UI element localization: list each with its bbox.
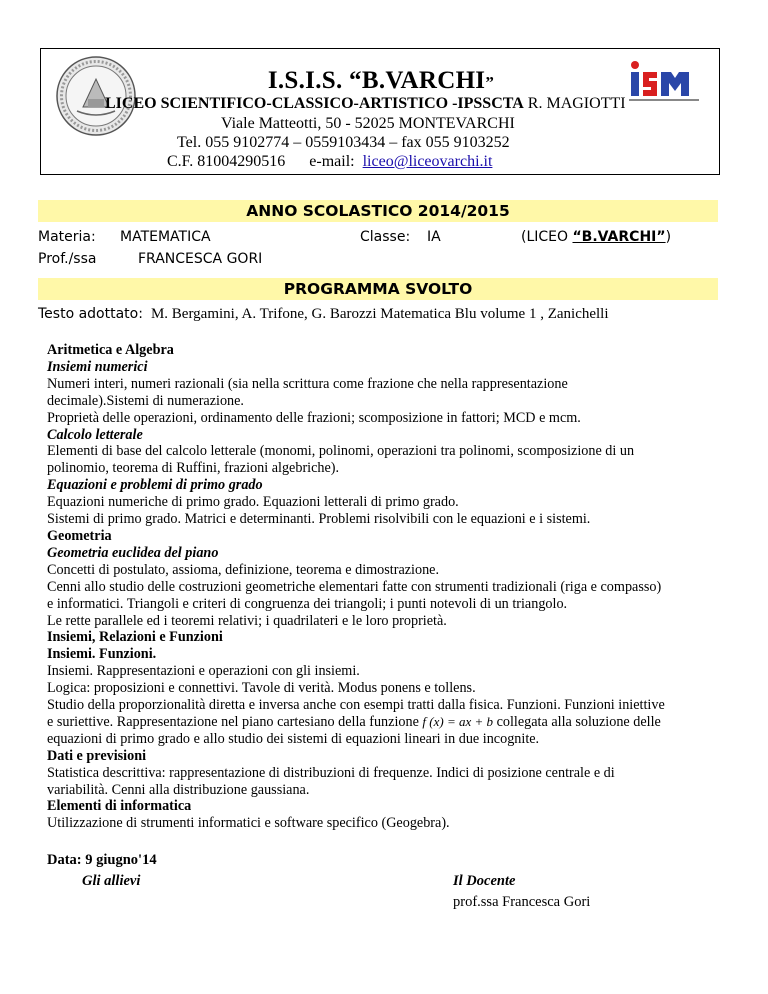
- textbook-label: Testo adottato:: [38, 306, 143, 322]
- program-text-line: decimale).Sistemi di numerazione.: [47, 392, 244, 409]
- materia-label: Materia:: [38, 229, 96, 245]
- program-text-line: polinomio, teorema di Ruffini, frazioni algebriche).: [47, 460, 340, 477]
- materia-value: MATEMATICA: [120, 229, 211, 245]
- students-label: Gli allievi: [82, 873, 141, 889]
- program-heading: Insiemi, Relazioni e Funzioni: [47, 629, 223, 646]
- prof-label: Prof./ssa: [38, 251, 97, 267]
- teacher-label: Il Docente: [453, 873, 516, 889]
- classe-label: Classe:: [360, 229, 411, 245]
- email-link[interactable]: liceo@liceovarchi.it: [362, 153, 493, 170]
- program-text-line: Insiemi. Rappresentazioni e operazioni con gli insiemi.: [47, 663, 360, 680]
- program-text-line: Cenni allo studio delle costruzioni geometriche elementari fatte con strumenti tradizionali (riga e compasso): [47, 578, 662, 595]
- program-text-line: Studio della proporzionalità diretta e inversa anche con esempi tratti dalla fisica. Funzioni. Funzioni iniettive: [47, 697, 665, 714]
- school-year-bar: ANNO SCOLASTICO 2014/2015: [38, 200, 718, 222]
- textbook-value: M. Bergamini, A. Trifone, G. Barozzi Matematica Blu volume 1 , Zanichelli: [150, 306, 609, 322]
- textbook-line: [38, 305, 609, 323]
- teacher-name: prof.ssa Francesca Gori: [453, 894, 591, 910]
- formula: f (x) = ax + b: [422, 713, 494, 729]
- program-bar: PROGRAMMA SVOLTO: [38, 278, 718, 300]
- program-text-line: Statistica descrittiva: rappresentazione di distribuzioni di frequenze. Indici di posizione centrale e di: [47, 764, 615, 781]
- program-text-line: Logica: proposizioni e connettivi. Tavole di verità. Modus ponens e tollens.: [47, 680, 476, 697]
- program-heading: Equazioni e problemi di primo grado: [47, 477, 263, 494]
- date-line: Data: 9 giugno'14: [47, 852, 157, 868]
- program-text-line: Numeri interi, numeri razionali (sia nella scrittura come frazione che nella rappresentazione: [47, 375, 568, 392]
- program-text-line: Utilizzazione di strumenti informatici e software specifico (Geogebra).: [47, 815, 450, 832]
- program-heading: Aritmetica e Algebra: [47, 342, 174, 358]
- classe-value: IA: [427, 229, 441, 245]
- program-heading: Insiemi. Funzioni.: [47, 646, 157, 663]
- school-cf-email: C.F. 81004290516 e-mail: liceo@liceovarchi.it: [167, 153, 493, 170]
- school-header: [40, 48, 720, 175]
- program-heading: Calcolo letterale: [47, 426, 143, 443]
- school-phone: Tel. 055 9102774 – 0559103434 – fax 055 9103252: [177, 134, 510, 151]
- program-heading: Insiemi numerici: [47, 358, 148, 375]
- program-heading: Geometria: [47, 527, 112, 544]
- program-heading: Dati e previsioni: [47, 747, 147, 764]
- program-text-line: equazioni di primo grado e allo studio dei sistemi di equazioni lineari in due incognite.: [47, 730, 540, 747]
- school-address: Viale Matteotti, 50 - 52025 MONTEVARCHI: [221, 115, 515, 132]
- program-content: [47, 342, 747, 832]
- program-text-line: Sistemi di primo grado. Matrici e determinanti. Problemi risolvibili con le equazioni e i sistemi.: [47, 511, 591, 528]
- school-subtitle: LICEO SCIENTIFICO-CLASSICO-ARTISTICO -IPSSCTA R. MAGIOTTI: [105, 95, 626, 112]
- program-text-line: Equazioni numeriche di primo grado. Equazioni letterali di primo grado.: [47, 494, 459, 511]
- prof-value: FRANCESCA GORI: [138, 251, 263, 267]
- liceo-label: (LICEO “B.VARCHI”): [521, 229, 672, 245]
- school-name: I.S.I.S. “B.VARCHI”: [267, 67, 495, 94]
- program-text-line: Proprietà delle operazioni, ordinamento delle frazioni; scomposizione in fattori; MCD e mcm.: [47, 409, 581, 426]
- function-line: e suriettive. Rappresentazione nel piano cartesiano della funzione f (x) = ax + b collegata alla soluzione delle: [47, 713, 661, 730]
- program-heading: Elementi di informatica: [47, 798, 192, 815]
- program-text-line: Elementi di base del calcolo letterale (monomi, polinomi, operazioni tra polinomi, scomposizione di un: [47, 443, 635, 460]
- program-text-line: variabilità. Cenni alla distribuzione gaussiana.: [47, 781, 310, 798]
- program-text-line: Le rette parallele ed i teoremi relativi; i quadrilateri e le loro proprietà.: [47, 612, 447, 629]
- program-heading: Geometria euclidea del piano: [47, 544, 219, 561]
- program-text-line: e informatici. Triangoli e criteri di congruenza dei triangoli; i punti notevoli di un triangolo.: [47, 595, 568, 612]
- program-text-line: Concetti di postulato, assioma, definizione, teorema e dimostrazione.: [47, 561, 440, 578]
